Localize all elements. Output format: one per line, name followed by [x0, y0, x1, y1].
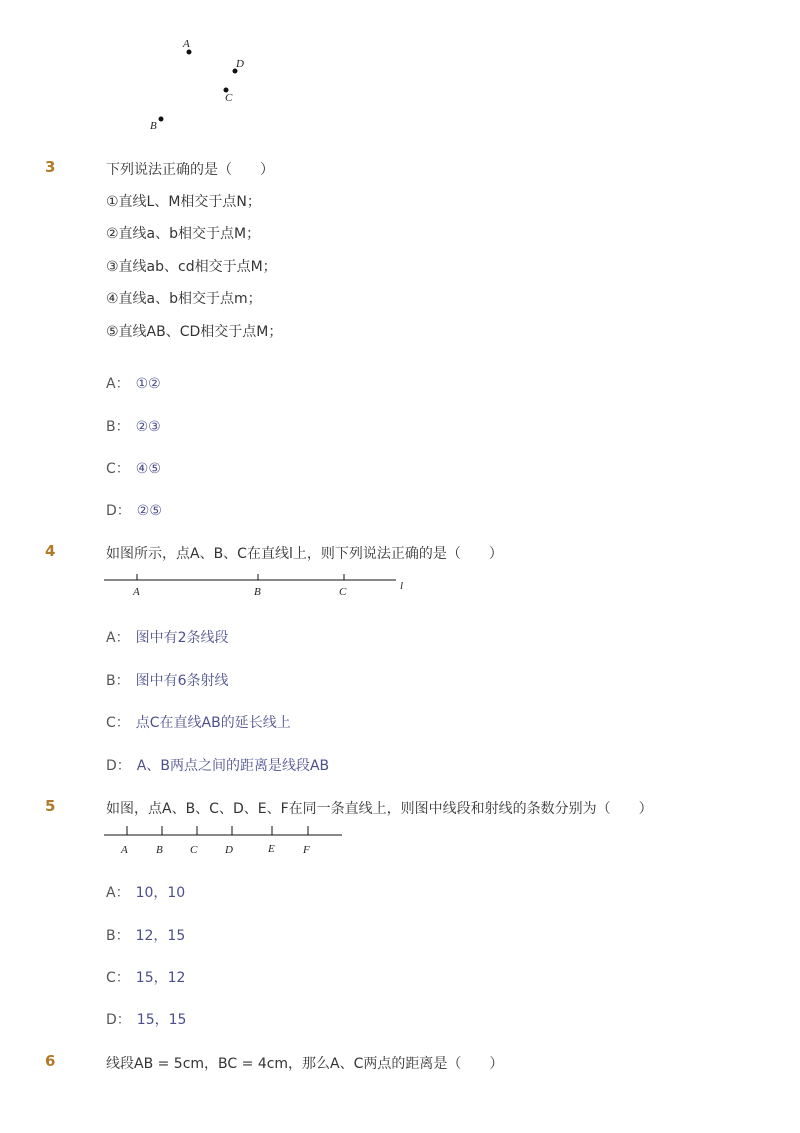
option-value: ②⑤: [136, 503, 162, 519]
question-number: 5: [45, 797, 56, 815]
option-value: ④⑤: [135, 461, 161, 477]
option-label: A：: [106, 885, 130, 901]
line-figure: [104, 570, 414, 600]
option-value: 图中有6条射线: [135, 673, 229, 689]
question-number: 3: [45, 158, 56, 176]
label-a: A: [183, 38, 190, 50]
label-e: E: [268, 843, 275, 855]
label-b: B: [156, 844, 163, 856]
statement-line: ②直线a、b相交于点M；: [106, 226, 261, 242]
option-value: ①②: [135, 376, 161, 392]
option-label: D：: [106, 758, 131, 774]
statement-line: ⑤直线AB、CD相交于点M；: [106, 324, 283, 340]
option-value: 15，12: [135, 970, 186, 986]
option-label: A：: [106, 630, 130, 646]
label-d: D: [236, 58, 244, 70]
option-c[interactable]: [106, 712, 291, 732]
label-d: D: [225, 844, 233, 856]
option-b[interactable]: [106, 925, 185, 945]
label-f: F: [303, 844, 310, 856]
label-c: C: [190, 844, 198, 856]
option-c[interactable]: [106, 967, 185, 987]
option-label: C：: [106, 970, 130, 986]
question-stem: 如图，点A、B、C、D、E、F在同一条直线上，则图中线段和射线的条数分别为（ ）: [106, 801, 653, 817]
label-c: C: [225, 92, 233, 104]
option-d[interactable]: [106, 1009, 186, 1029]
option-a[interactable]: [106, 627, 229, 647]
label-a: A: [121, 844, 128, 856]
question-stem: 线段AB = 5cm，BC = 4cm，那么A、C两点的距离是（ ）: [106, 1056, 504, 1072]
option-value: 图中有2条线段: [135, 630, 229, 646]
option-d[interactable]: [106, 500, 162, 520]
question-stem: 下列说法正确的是（ ）: [106, 162, 274, 178]
option-c[interactable]: [106, 458, 161, 478]
option-label: C：: [106, 715, 130, 731]
option-b[interactable]: [106, 670, 229, 690]
question-number: 6: [45, 1052, 56, 1070]
statement-line: ③直线ab、cd相交于点M；: [106, 259, 277, 275]
label-a: A: [133, 586, 140, 598]
option-value: 点C在直线AB的延长线上: [135, 715, 291, 731]
option-d[interactable]: [106, 755, 329, 775]
label-b: B: [254, 586, 261, 598]
line-figure: [104, 822, 349, 858]
question-stem: 如图所示，点A、B、C在直线l上，则下列说法正确的是（ ）: [106, 546, 503, 562]
option-label: C：: [106, 461, 130, 477]
option-label: B：: [106, 419, 130, 435]
statement-line: ①直线L、M相交于点N；: [106, 194, 261, 210]
option-label: B：: [106, 673, 130, 689]
point-b: [159, 117, 164, 122]
option-label: D：: [106, 503, 131, 519]
option-a[interactable]: [106, 882, 185, 902]
label-b: B: [150, 120, 157, 132]
option-b[interactable]: [106, 416, 161, 436]
option-value: 15，15: [136, 1012, 187, 1028]
point-a: [187, 50, 192, 55]
option-value: 10，10: [135, 885, 186, 901]
option-value: A、B两点之间的距离是线段AB: [136, 758, 330, 774]
points-figure: [140, 35, 250, 135]
statement-line: ④直线a、b相交于点m；: [106, 291, 262, 307]
label-l: l: [400, 580, 404, 592]
option-label: B：: [106, 928, 130, 944]
question-number: 4: [45, 542, 56, 560]
option-label: D：: [106, 1012, 131, 1028]
option-label: A：: [106, 376, 130, 392]
option-a[interactable]: [106, 373, 161, 393]
label-c: C: [339, 586, 347, 598]
option-value: 12，15: [135, 928, 186, 944]
option-value: ②③: [135, 419, 161, 435]
